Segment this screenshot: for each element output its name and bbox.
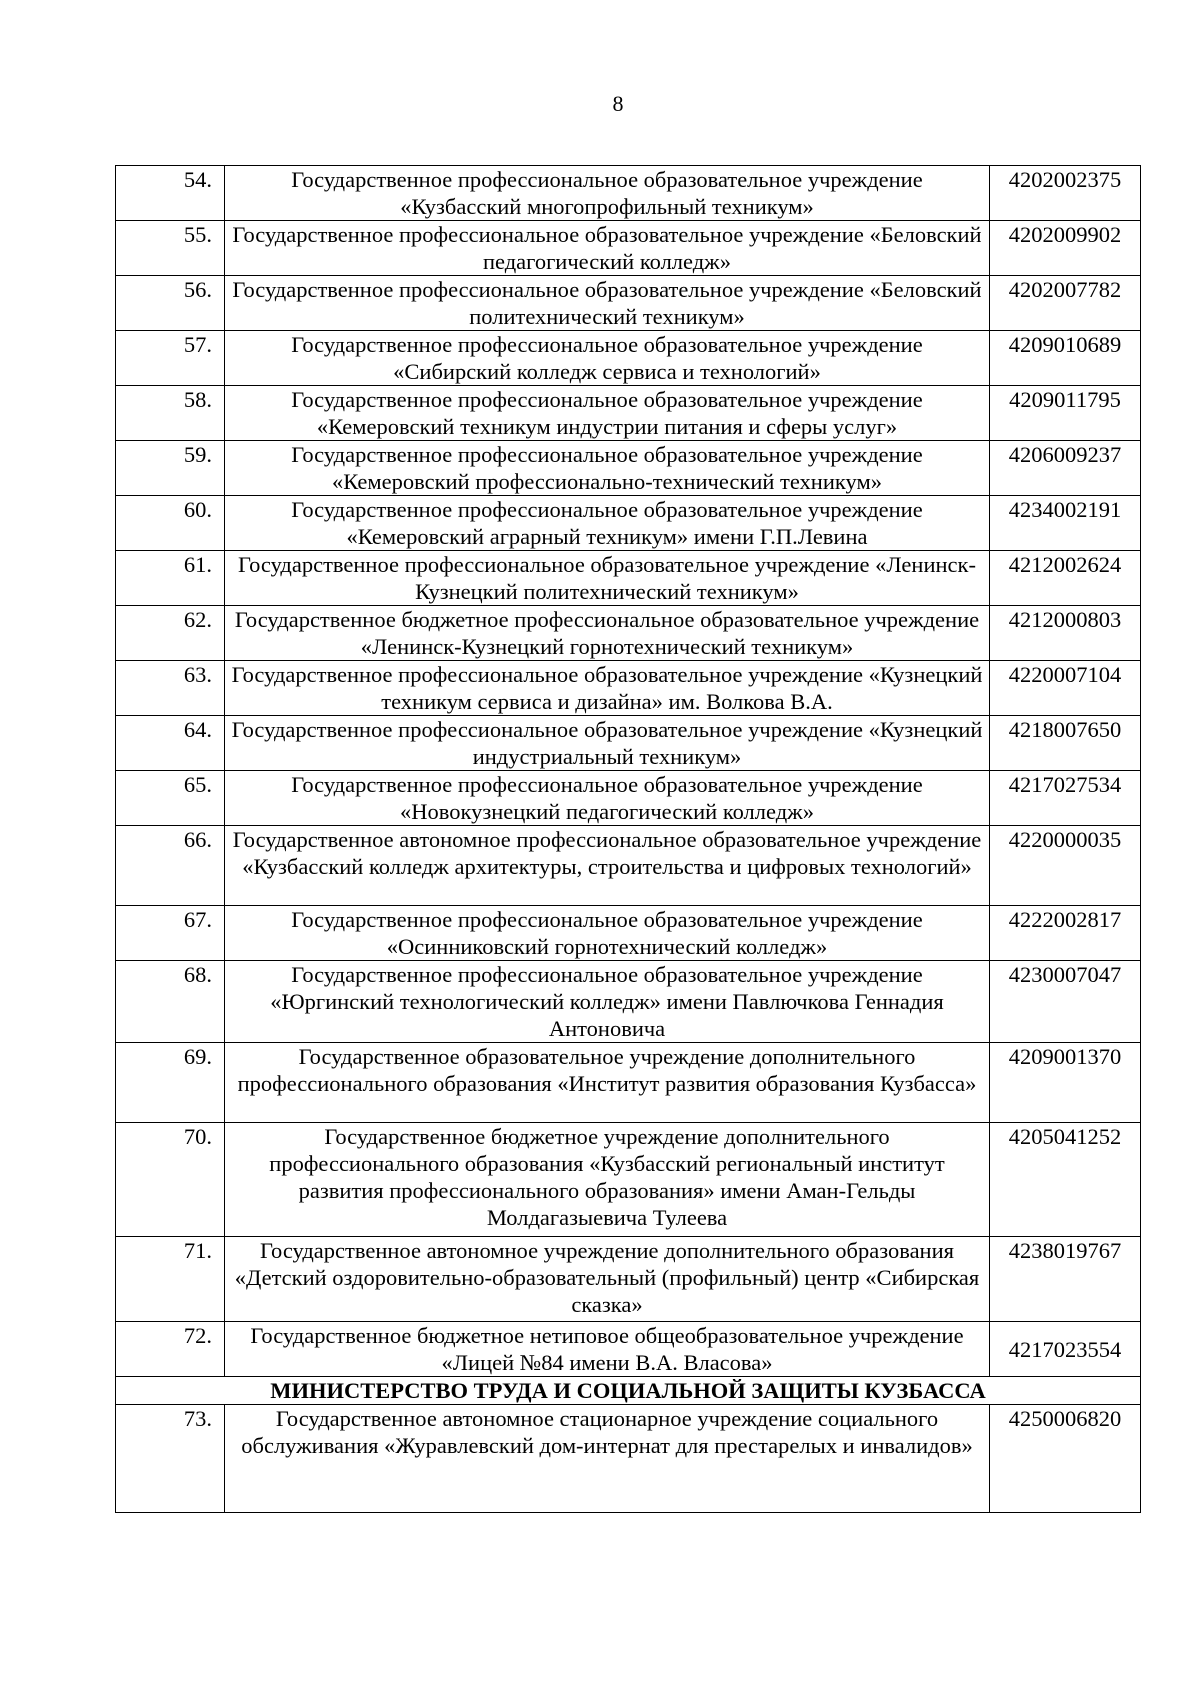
row-number: 62. [116,606,225,661]
institution-name: Государственное профессиональное образовательное учреждение «Кемеровский аграрный техникум» имени Г.П.Левина [225,496,990,551]
table-row [116,606,1141,661]
row-number: 59. [116,441,225,496]
row-number: 71. [116,1237,225,1322]
institution-name: Государственное автономное стационарное учреждение социального обслуживания «Журавлевский дом-интернат для престарелых и инвалидов» [225,1405,990,1513]
row-number: 70. [116,1123,225,1237]
institution-name: Государственное профессиональное образовательное учреждение «Кузнецкий индустриальный техникум» [225,716,990,771]
institution-name: Государственное бюджетное профессиональное образовательное учреждение «Ленинск-Кузнецкий горнотехнический техникум» [225,606,990,661]
row-number: 58. [116,386,225,441]
row-number: 65. [116,771,225,826]
row-number: 56. [116,276,225,331]
table-row [116,496,1141,551]
table-row [116,221,1141,276]
institution-inn: 4250006820 [990,1405,1141,1513]
row-number: 61. [116,551,225,606]
table-row [116,166,1141,221]
table-row [116,276,1141,331]
institution-name: Государственное бюджетное учреждение дополнительного профессионального образования «Кузбасский региональный институт развития профессионального образования» имени Аман-Гельды Молдагазыевича Тулеева [225,1123,990,1237]
table-row [116,1123,1141,1237]
table-row [116,961,1141,1043]
institution-name: Государственное бюджетное нетиповое общеобразовательное учреждение «Лицей №84 имени В.А. Власова» [225,1322,990,1377]
row-number: 63. [116,661,225,716]
institution-name: Государственное профессиональное образовательное учреждение «Сибирский колледж сервиса и технологий» [225,331,990,386]
institution-name: Государственное профессиональное образовательное учреждение «Кузнецкий техникум сервиса и дизайна» им. Волкова В.А. [225,661,990,716]
institution-inn: 4206009237 [990,441,1141,496]
institution-inn: 4209011795 [990,386,1141,441]
row-number: 66. [116,826,225,906]
table-row [116,826,1141,906]
institution-name: Государственное профессиональное образовательное учреждение «Ленинск-Кузнецкий политехнический техникум» [225,551,990,606]
institution-inn: 4218007650 [990,716,1141,771]
institution-name: Государственное профессиональное образовательное учреждение «Кемеровский профессионально-технический техникум» [225,441,990,496]
row-number: 57. [116,331,225,386]
table-row [116,661,1141,716]
institution-inn: 4217027534 [990,771,1141,826]
table-row [116,551,1141,606]
table-row [116,331,1141,386]
table-row [116,1405,1141,1513]
institution-inn: 4205041252 [990,1123,1141,1237]
institution-inn: 4220000035 [990,826,1141,906]
row-number: 60. [116,496,225,551]
institution-name: Государственное профессиональное образовательное учреждение «Беловский политехнический техникум» [225,276,990,331]
table-row [116,1237,1141,1322]
institution-inn: 4222002817 [990,906,1141,961]
institutions-table-body [116,166,1141,1513]
institution-inn: 4202002375 [990,166,1141,221]
institution-inn: 4209001370 [990,1043,1141,1123]
institution-name: Государственное автономное профессиональное образовательное учреждение «Кузбасский колледж архитектуры, строительства и цифровых технологий» [225,826,990,906]
institution-name: Государственное автономное учреждение дополнительного образования «Детский оздоровительно-образовательный (профильный) центр «Сибирская сказка» [225,1237,990,1322]
institutions-table [115,165,1141,1513]
row-number: 67. [116,906,225,961]
row-number: 55. [116,221,225,276]
page-number: 8 [612,91,624,116]
institution-name: Государственное профессиональное образовательное учреждение «Беловский педагогический колледж» [225,221,990,276]
institution-inn: 4230007047 [990,961,1141,1043]
row-number: 73. [116,1405,225,1513]
institution-inn: 4202007782 [990,276,1141,331]
institution-inn: 4209010689 [990,331,1141,386]
table-row [116,1043,1141,1123]
institution-name: Государственное профессиональное образовательное учреждение «Кемеровский техникум индустрии питания и сферы услуг» [225,386,990,441]
table-row [116,906,1141,961]
institution-inn: 4234002191 [990,496,1141,551]
table-row [116,1322,1141,1377]
section-heading: МИНИСТЕРСТВО ТРУДА И СОЦИАЛЬНОЙ ЗАЩИТЫ КУЗБАССА [116,1377,1141,1405]
table-row [116,716,1141,771]
institution-inn: 4217023554 [990,1322,1141,1377]
institution-name: Государственное профессиональное образовательное учреждение «Юргинский технологический колледж» имени Павлючкова Геннадия Антоновича [225,961,990,1043]
institution-inn: 4202009902 [990,221,1141,276]
institution-name: Государственное профессиональное образовательное учреждение «Новокузнецкий педагогический колледж» [225,771,990,826]
institution-name: Государственное профессиональное образовательное учреждение «Осинниковский горнотехнический колледж» [225,906,990,961]
section-row [116,1377,1141,1405]
institution-name: Государственное профессиональное образовательное учреждение «Кузбасский многопрофильный техникум» [225,166,990,221]
row-number: 54. [116,166,225,221]
institution-inn: 4212000803 [990,606,1141,661]
institution-inn: 4220007104 [990,661,1141,716]
row-number: 69. [116,1043,225,1123]
institution-name: Государственное образовательное учреждение дополнительного профессионального образования «Институт развития образования Кузбасса» [225,1043,990,1123]
row-number: 68. [116,961,225,1043]
row-number: 64. [116,716,225,771]
institution-inn: 4212002624 [990,551,1141,606]
institution-inn: 4238019767 [990,1237,1141,1322]
table-row [116,386,1141,441]
row-number: 72. [116,1322,225,1377]
table-row [116,441,1141,496]
table-row [116,771,1141,826]
